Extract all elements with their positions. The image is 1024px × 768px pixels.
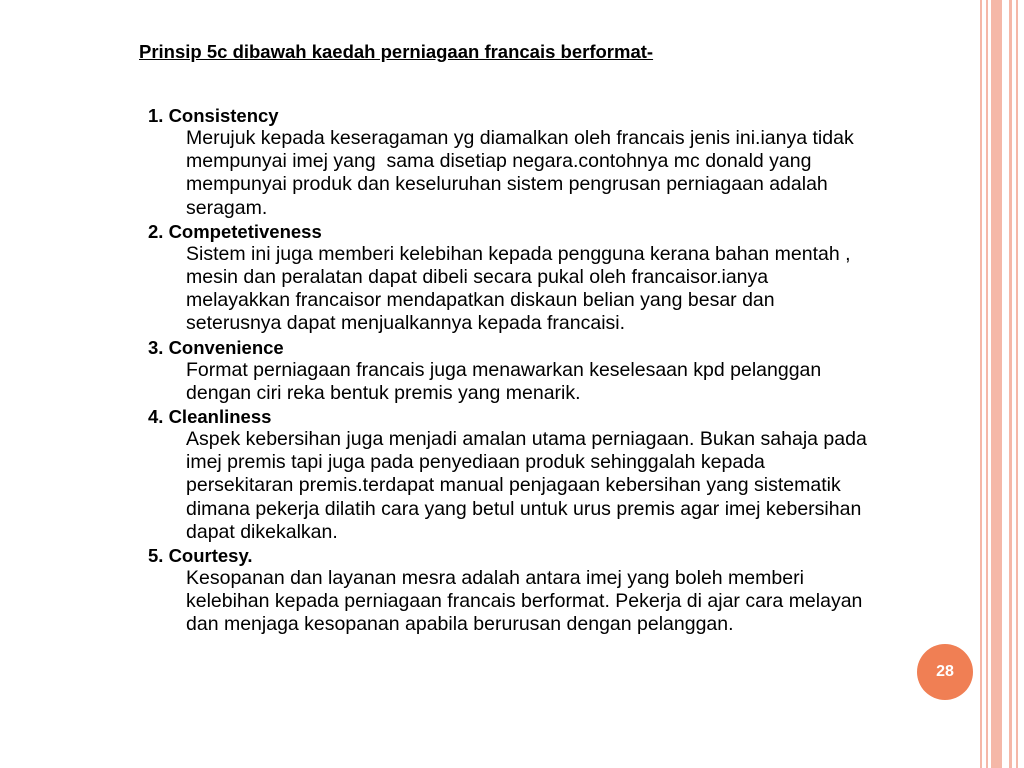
description-line: mempunyai produk dan keseluruhan sistem pengrusan perniagaan adalah [186,173,828,196]
description-line: dapat dikekalkan. [186,520,338,543]
principle-description [186,243,986,336]
description-line: dimana pekerja dilatih cara yang betul untuk urus premis agar imej kebersihan [186,497,862,520]
description-line: Kesopanan dan layanan mesra adalah antara imej yang boleh memberi [186,567,804,590]
description-line: Merujuk kepada keseragaman yg diamalkan oleh francais jenis ini.ianya tidak [186,127,854,149]
principle-description [186,359,986,405]
description-line: imej premis tapi juga pada penyediaan produk sehinggalah kepada [186,451,765,474]
page-number-badge: 28 [917,644,973,700]
description-line: persekitaran premis.terdapat manual penjagaan kebersihan yang sistematik [186,474,841,497]
slide-title: Prinsip 5c dibawah kaedah perniagaan francais berformat- [139,41,654,62]
principle-description [186,567,986,637]
description-line: dengan ciri reka bentuk premis yang menarik. [186,381,581,404]
principle-item [148,220,988,336]
principle-item [148,405,988,544]
description-line: dan menjaga kesopanan apabila berurusan dengan pelanggan. [186,613,734,636]
principle-item [148,104,988,220]
principle-heading: 5. Courtesy. [148,545,253,567]
description-line: mempunyai imej yang sama disetiap negara.contohnya mc donald yang [186,150,812,173]
principle-item [148,544,988,637]
description-line: mesin dan peralatan dapat dibeli secara pukal oleh francaisor.ianya [186,266,769,289]
description-line: Sistem ini juga memberi kelebihan kepada pengguna kerana bahan mentah , [186,242,851,265]
principle-heading: 2. Competetiveness [148,220,322,242]
principle-list [148,104,988,637]
description-line: seragam. [186,196,268,219]
description-line: kelebihan kepada perniagaan francais berformat. Pekerja di ajar cara melayan [186,590,863,613]
description-line: melayakkan francaisor mendapatkan diskaun belian yang besar dan [186,289,775,312]
principle-heading: 1. Consistency [148,105,279,126]
principle-heading: 3. Convenience [148,336,284,358]
description-line: Aspek kebersihan juga menjadi amalan utama perniagaan. Bukan sahaja pada [186,428,867,451]
description-line: seterusnya dapat menjualkannya kepada francaisi. [186,312,626,335]
principle-heading: 4. Cleanliness [148,406,272,428]
principle-item [148,336,988,405]
principle-description [186,127,986,220]
principle-description [186,428,986,544]
description-line: Format perniagaan francais juga menawarkan keselesaan kpd pelanggan [186,358,822,381]
